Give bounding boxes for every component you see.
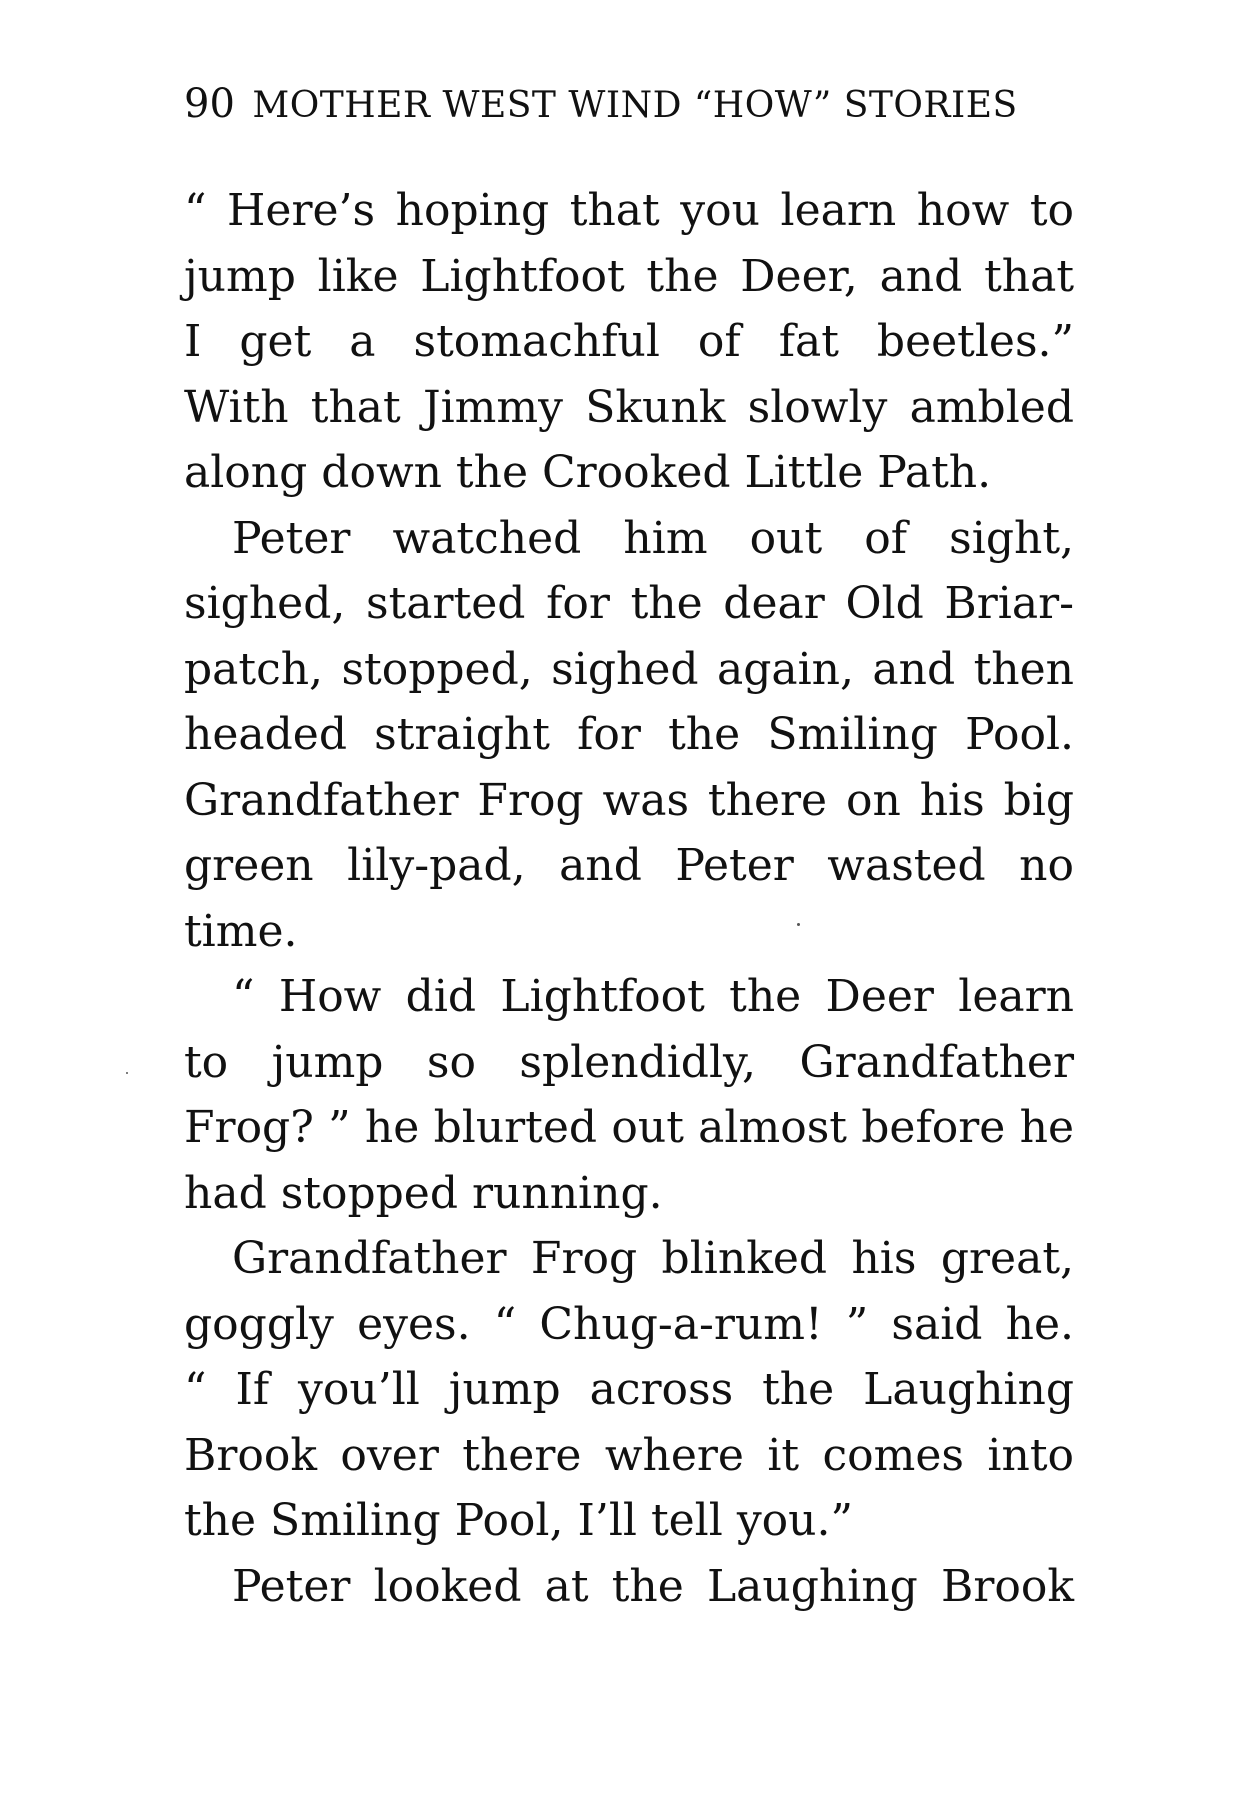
text-line: patch, stopped, sighed again, and then xyxy=(184,643,1074,695)
text-line: goggly eyes. “ Chug-a-rum! ” said he. xyxy=(184,1298,1074,1350)
text-line: along down the Crooked Little Path. xyxy=(184,447,992,498)
text-line: Grandfather Frog blinked his great, xyxy=(232,1233,1074,1284)
print-speck xyxy=(126,1072,128,1074)
print-speck xyxy=(797,923,800,926)
text-line: Grandfather Frog was there on his big xyxy=(184,774,1074,826)
text-line: “ Here’s hoping that you learn how to xyxy=(184,185,1074,236)
text-line: green lily-pad, and Peter wasted no xyxy=(184,840,1074,891)
text-line: Peter watched him out of sight, xyxy=(232,512,1074,564)
text-line: I get a stomachful of fat beetles.” xyxy=(184,316,1074,367)
text-line: Frog? ” he blurted out almost before he xyxy=(184,1102,1074,1153)
text-line: Brook over there where it comes into xyxy=(184,1429,1074,1481)
text-line: had stopped running. xyxy=(184,1167,663,1219)
text-line: sighed, started for the dear Old Briar- xyxy=(184,578,1074,629)
book-title: MOTHER WEST WIND “HOW” STORIES xyxy=(252,85,1018,126)
text-line: With that Jimmy Skunk slowly ambled xyxy=(184,381,1074,433)
text-line: headed straight for the Smiling Pool. xyxy=(184,709,1074,760)
body-text xyxy=(184,178,1074,1619)
text-line: the Smiling Pool, I’ll tell you.” xyxy=(184,1495,853,1546)
running-head xyxy=(184,82,1044,128)
text-line: “ If you’ll jump across the Laughing xyxy=(184,1364,1074,1415)
text-line: time. xyxy=(184,905,298,957)
text-line: jump like Lightfoot the Deer, and that xyxy=(184,250,1074,302)
text-line: to jump so splendidly, Grandfather xyxy=(184,1036,1074,1088)
text-line: Peter looked at the Laughing Brook xyxy=(232,1560,1074,1612)
text-line: “ How did Lightfoot the Deer learn xyxy=(232,971,1074,1022)
page-number: 90 xyxy=(184,81,235,127)
